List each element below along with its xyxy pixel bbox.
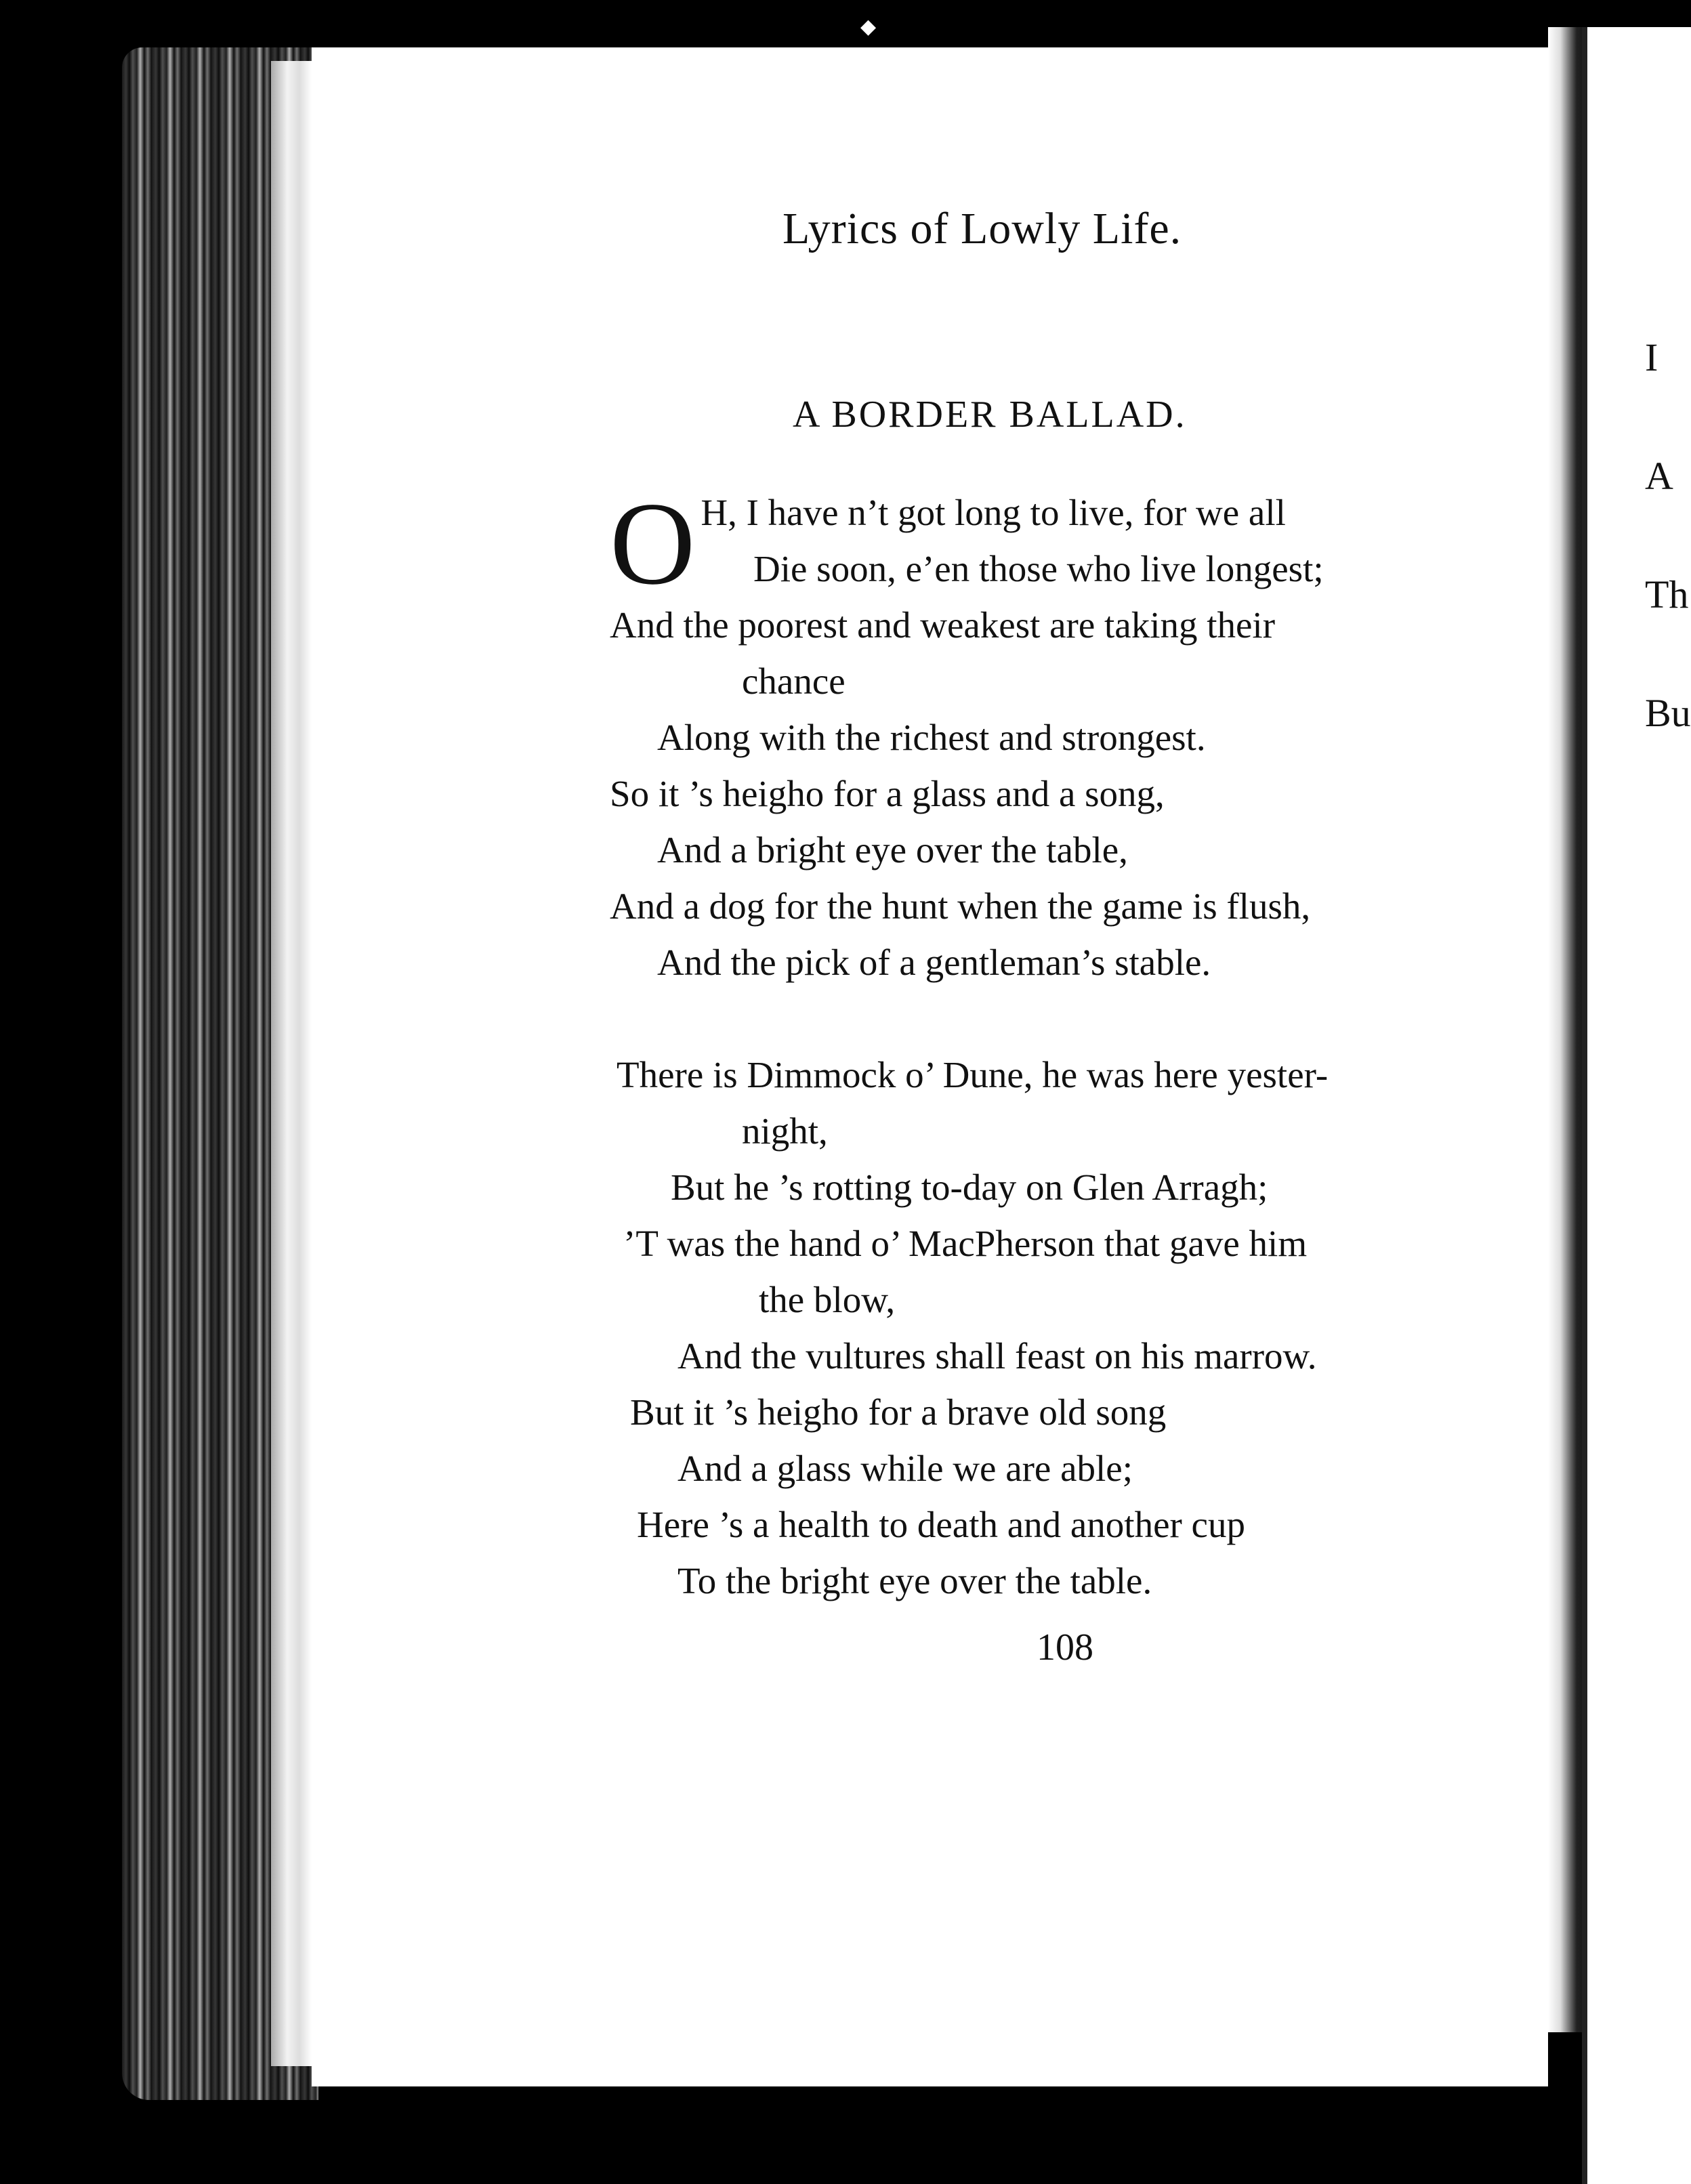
poem-line: Along with the richest and strongest. (657, 717, 1206, 758)
poem-line: And the vultures shall feast on his marrow. (677, 1335, 1317, 1377)
poem-line: Die soon, e’en those who live longest; (753, 548, 1324, 589)
poem-line: the blow, (759, 1279, 896, 1320)
next-page-fragments (1645, 298, 1691, 772)
page-edge-highlight (271, 61, 312, 2066)
stanza-1 (610, 478, 1490, 990)
stanza-2 (610, 1047, 1490, 1609)
poem-title: A BORDER BALLAD. (793, 394, 1187, 436)
poem-line: And the pick of a gentleman’s stable. (657, 942, 1211, 983)
drop-cap: O (610, 478, 696, 609)
next-page-fragment: A (1645, 454, 1673, 498)
poem-line: But he ’s rotting to-day on Glen Arragh; (671, 1167, 1268, 1208)
poem-line: There is Dimmock o’ Dune, he was here yester- (617, 1054, 1329, 1095)
poem-line: chance (742, 660, 846, 702)
poem-line: Here ’s a health to death and another cup (637, 1504, 1245, 1545)
poem-line: And a dog for the hunt when the game is flush, (610, 885, 1311, 927)
next-page-fragment: Bu (1645, 691, 1691, 735)
running-head: Lyrics of Lowly Life. (782, 204, 1182, 253)
page-number: 108 (1037, 1626, 1093, 1668)
poem-line: And the poorest and weakest are taking their (610, 604, 1276, 646)
poem-body (610, 478, 1490, 1665)
next-page-fragment: I (1645, 335, 1658, 379)
poem-line: H, I have n’t got long to live, for we all (701, 492, 1286, 533)
poem-line: And a glass while we are able; (677, 1448, 1133, 1489)
poem-line: But it ’s heigho for a brave old song (630, 1391, 1167, 1433)
poem-line: To the bright eye over the table. (677, 1560, 1152, 1601)
scan-speck: ◆ (860, 16, 877, 38)
next-page-fragment: Th (1645, 572, 1689, 616)
poem-line: And a bright eye over the table, (657, 829, 1128, 870)
poem-line: night, (742, 1110, 828, 1152)
poem-line: ’T was the hand o’ MacPherson that gave him (623, 1223, 1308, 1264)
poem-line: So it ’s heigho for a glass and a song, (610, 773, 1165, 814)
